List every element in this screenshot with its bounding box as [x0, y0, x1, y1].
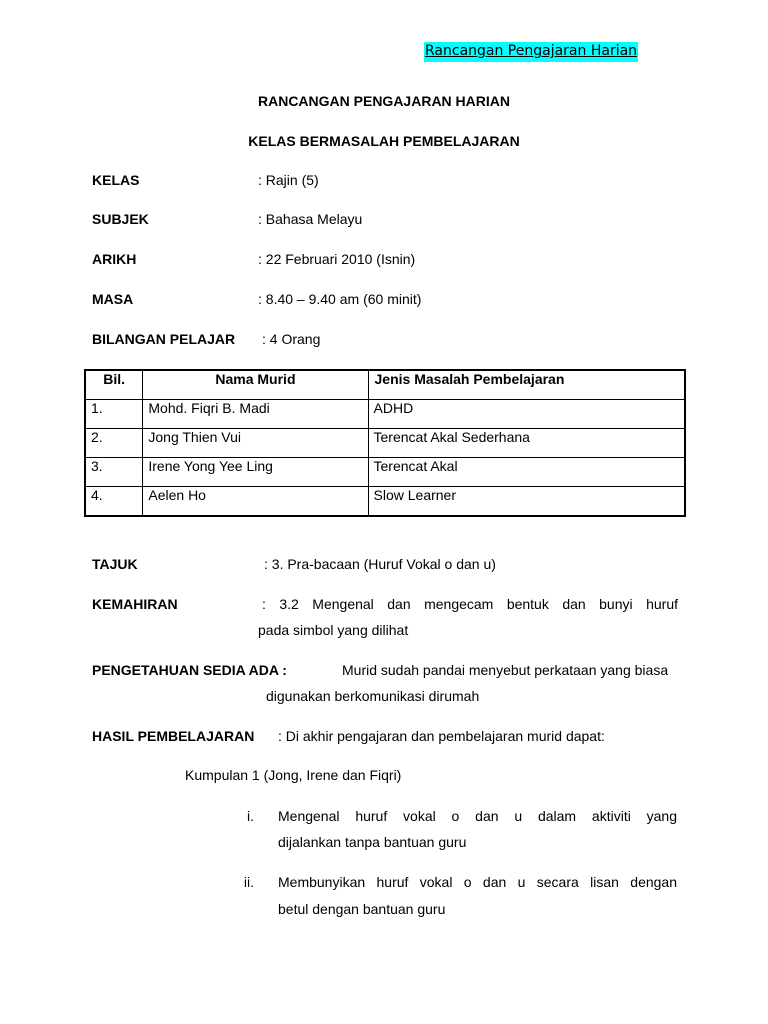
pengetahuan-value-line2: digunakan berkomunikasi dirumah	[266, 688, 480, 704]
table-cell-nama: Irene Yong Yee Ling	[143, 458, 368, 487]
bilangan-pelajar-label: BILANGAN PELAJAR	[92, 331, 236, 347]
masa-value: : 8.40 – 9.40 am (60 minit)	[258, 291, 422, 307]
table-row	[85, 429, 685, 458]
kelas-label: KELAS	[92, 172, 140, 188]
table-header-bil: Bil.	[85, 370, 143, 400]
subjek-label: SUBJEK	[92, 211, 149, 227]
objective-text-line1: Mengenal huruf vokal o dan u dalam aktiviti yang	[278, 808, 677, 824]
kelas-value: : Rajin (5)	[258, 172, 319, 188]
table-row	[85, 458, 685, 487]
kemahiran-label: KEMAHIRAN	[92, 596, 178, 612]
objective-text-line2: betul dengan bantuan guru	[278, 901, 446, 917]
objective-number: ii.	[243, 874, 254, 890]
table-cell-bil: 4.	[85, 487, 143, 517]
kumpulan-heading: Kumpulan 1 (Jong, Irene dan Fiqri)	[185, 767, 402, 783]
table-cell-bil: 1.	[85, 400, 143, 429]
tajuk-label: TAJUK	[92, 556, 138, 572]
bilangan-pelajar-value: : 4 Orang	[262, 331, 321, 347]
tajuk-value: : 3. Pra-bacaan (Huruf Vokal o dan u)	[264, 556, 496, 572]
pengetahuan-label: PENGETAHUAN SEDIA ADA :	[92, 662, 287, 678]
table-cell-nama: Jong Thien Vui	[143, 429, 368, 458]
table-cell-jenis: ADHD	[368, 400, 685, 429]
table-cell-jenis: Terencat Akal	[368, 458, 685, 487]
table-cell-bil: 3.	[85, 458, 143, 487]
kemahiran-value-line2: pada simbol yang dilihat	[258, 622, 409, 638]
objective-number: i.	[247, 808, 254, 824]
page-title: RANCANGAN PENGAJARAN HARIAN	[257, 93, 510, 109]
hasil-value: : Di akhir pengajaran dan pembelajaran murid dapat:	[278, 728, 605, 744]
table-cell-nama: Mohd. Fiqri B. Madi	[143, 400, 368, 429]
objective-text-line2: dijalankan tanpa bantuan guru	[278, 834, 467, 850]
table-header-row	[85, 370, 685, 400]
table-cell-jenis: Terencat Akal Sederhana	[368, 429, 685, 458]
table-cell-nama: Aelen Ho	[143, 487, 368, 517]
table-header-jenis: Jenis Masalah Pembelajaran	[368, 370, 685, 400]
subjek-value: : Bahasa Melayu	[258, 211, 363, 227]
table-cell-jenis: Slow Learner	[368, 487, 685, 517]
student-table	[84, 369, 686, 517]
page-subtitle: KELAS BERMASALAH PEMBELAJARAN	[248, 133, 520, 149]
table-header-nama: Nama Murid	[143, 370, 368, 400]
hasil-label: HASIL PEMBELAJARAN	[92, 728, 255, 744]
kemahiran-value-line1: : 3.2 Mengenal dan mengecam bentuk dan bunyi huruf	[262, 596, 678, 612]
masa-label: MASA	[92, 291, 134, 307]
pengetahuan-value-line1: Murid sudah pandai menyebut perkataan yang biasa	[342, 662, 669, 678]
objective-text-line1: Membunyikan huruf vokal o dan u secara lisan dengan	[278, 874, 677, 890]
document-header-label: Rancangan Pengajaran Harian	[424, 42, 638, 62]
table-cell-bil: 2.	[85, 429, 143, 458]
table-row	[85, 400, 685, 429]
tarikh-value: : 22 Februari 2010 (Isnin)	[258, 251, 416, 267]
tarikh-label: ARIKH	[92, 251, 137, 267]
table-row	[85, 487, 685, 517]
